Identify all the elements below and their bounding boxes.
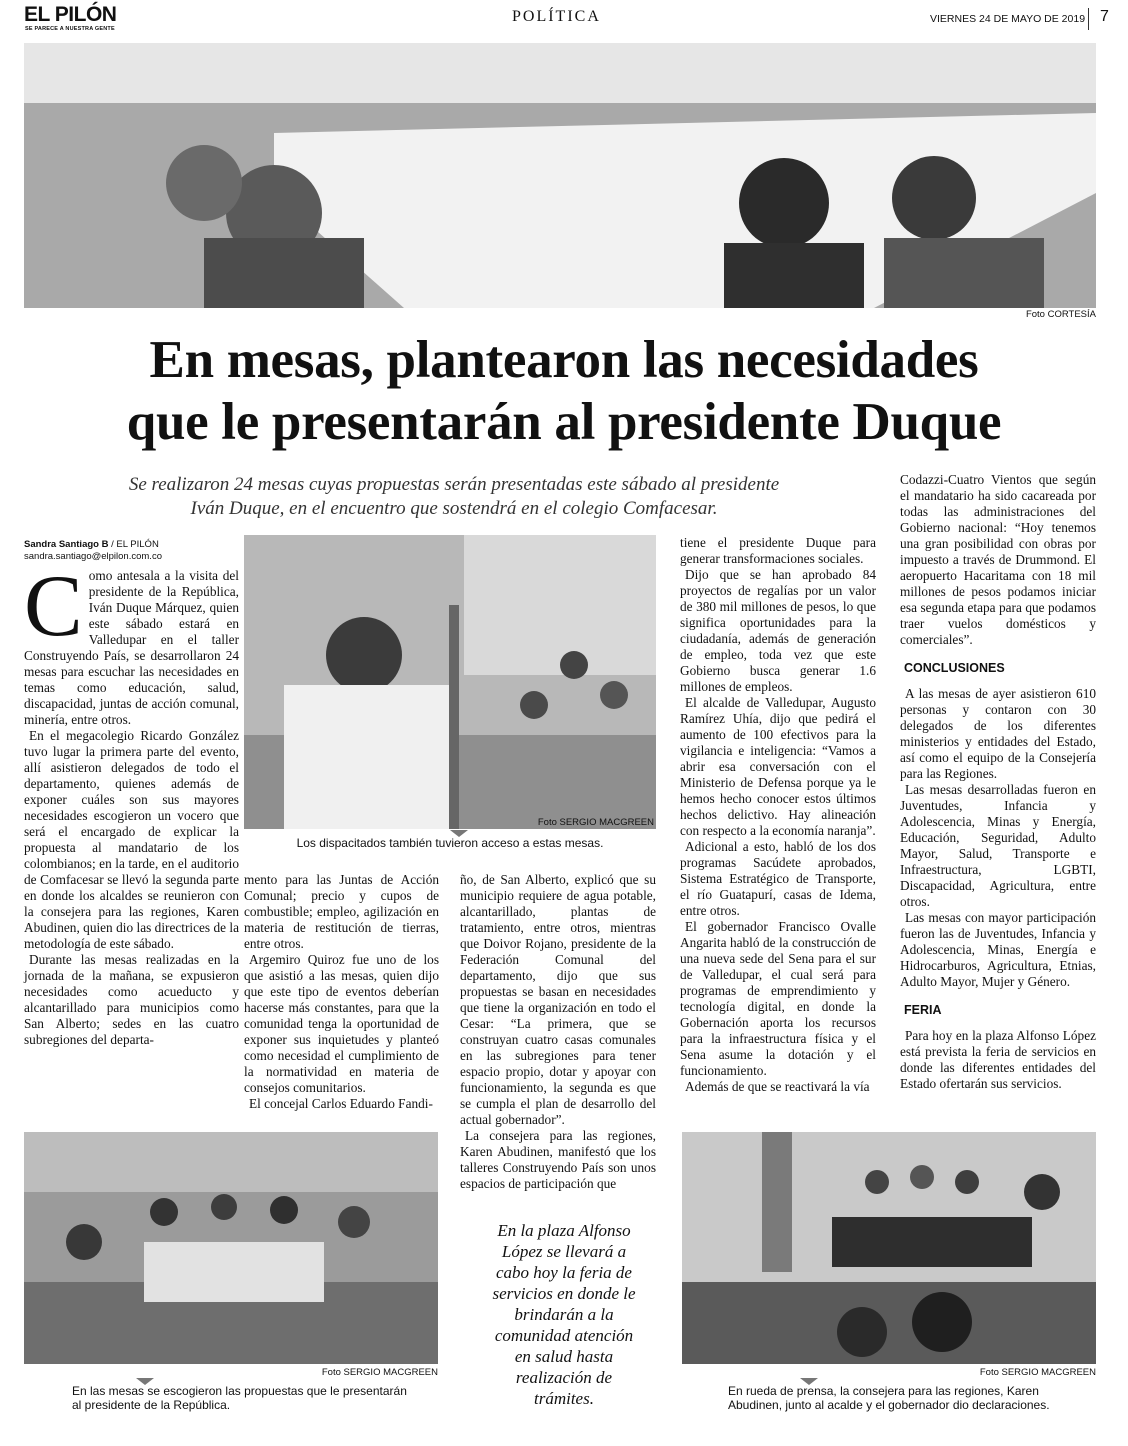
headline-line-2: que le presentarán al presidente Duque [126,393,1002,451]
center-photo-credit: Foto SERGIO MACGREEN [537,817,654,828]
paragraph: Para hoy en la plaza Alfonso López está prevista la feria de servicios en donde las diferentes entidades del Estado ofertarán sus servicios. [900,1028,1096,1091]
paragraph: Durante las mesas realizadas en la jornada de la mañana, se expusieron necesidades como acueducto y alcantarillado para municipios como San Alberto; sedes en las cuatro subregiones del departa- [24,952,239,1047]
paragraph: El concejal Carlos Eduardo Fandi- [249,1096,433,1111]
paragraph: ño, de San Alberto, explicó que su municipio requiere de agua potable, alcantarillado, plantas de tratamiento, entre otros, mientras que Doivor Rojano, presidente de la Federación Comunal del departamento, dijo que sus propuestas se basan en necesidades que tiene la organización en todo el Cesar: “La primera, que se construyan cuatro casas comunales en las subregiones para tener espacio propio, dotar y apoyar con funcionamiento, la segunda es que se cumpla el plan de desarrollo del actual gobernador”. [460,872,656,1127]
bottom-left-photo [24,1132,438,1364]
article-column-2 [244,872,439,1112]
masthead [24,3,1109,34]
article-column-1 [24,558,239,1048]
center-photo [244,535,656,829]
subheading-conclusiones: CONCLUSIONES [904,661,1005,675]
deck-line-2: Iván Duque, en el encuentro que sostendrá en el colegio Comfacesar. [190,498,718,519]
section-label: POLÍTICA [512,8,601,25]
paragraph: El gobernador Francisco Ovalle Angarita habló de la construcción de una nueva sede del Sena para el sur de Valledupar, el cual será para programas de emprendimiento y tecnología digital, en donde la Gobernación aporta los recursos para la infraestructura física y el Sena asume la dotación y el funcionamiento. [680,919,876,1078]
top-photo [24,43,1096,308]
bottom-right-photo-credit: Foto SERGIO MACGREEN [979,1367,1096,1378]
paragraph: omo antesala a la visita del presidente de la República, Iván Duque Márquez, quien este sábado estará en Valledupar en el taller Construyendo País, se desarrollaron 24 mesas para escuchar las necesidades en temas como educación, salud, discapacidad, juntas de acción comunal, minería, entre otros. [24,568,239,727]
bottom-left-photo-credit: Foto SERGIO MACGREEN [321,1367,438,1378]
date-divider [1088,8,1089,30]
paragraph: tiene el presidente Duque para generar transformaciones sociales. [680,535,876,566]
center-photo-caption: Los dispacitados también tuvieron acceso a estas mesas. [296,836,604,850]
article-column-5 [900,472,1096,1092]
drop-cap: C [24,558,83,655]
bottom-right-photo [682,1132,1096,1364]
paragraph: mento para las Juntas de Acción Comunal; precio y cupos de combustible; empleo, agilización en materia de restitución de tierras, entre otros. [244,872,439,951]
headline-line-1: En mesas, plantearon las necesidades [149,331,979,389]
paragraph: El alcalde de Valledupar, Augusto Ramírez Uhía, dijo que pedirá el aumento de 100 efectivos para la vigilancia e inteligencia: “Vamos a abrir esa conversación con el Ministerio de Defensa porque ya le hemos hecho conocer estos últimos hechos delictivo. Hay alineación con respecto a la economía naranja”. [680,695,876,838]
top-photo-credit: Foto CORTESÍA [1025,309,1096,320]
paragraph: Adicional a esto, habló de los dos programas Sacúdete aprobados, Sistema Estratégico de Transporte, el río Guatapurí, casas de Idema, entre otros. [680,839,876,918]
paragraph: Codazzi-Cuatro Vientos que según el mandatario ha sido cacareada por todas las administraciones del Gobierno nacional: “Hoy tenemos una gran posibilidad con obras por impuesto a través de Drummond. El aeropuerto Hacaritama con 18 mil millones de pesos podamos iniciar esa segunda etapa para que podamos traer vuelos domésticos y comerciales”. [900,472,1096,647]
paragraph: Argemiro Quiroz fue uno de los que asistió a las mesas, quien dijo que este tipo de eventos deberían hacerse más constantes, para que la comunidad tenga la oportunidad de exponer sus inquietudes y planteó como necesidad el cumplimiento de la normatividad en materia de consejos comunitarios. [244,952,439,1095]
page-number: 7 [1100,8,1109,25]
logo: EL PILÓN [24,3,117,26]
paragraph: La consejera para las regiones, Karen Abudinen, manifestó que los talleres Construyendo País son unos espacios de participación que [460,1128,656,1191]
bottom-right-photo-caption: En rueda de prensa, la consejera para las regiones, Karen Abudinen, junto al acalde y el gobernador dio declaraciones. [728,1384,1050,1412]
article-column-4 [680,535,876,1095]
bottom-left-photo-caption: En las mesas se escogieron las propuestas que le presentarán al presidente de la República. [72,1384,407,1412]
paragraph: Las mesas desarrolladas fueron en Juventudes, Infancia y Adolescencia, Minas y Energía, Educación, Seguridad, Adulto Mayor, Salud, Transporte e Infraestructura, LGBTI, Discapacidad, Agricultura, entre otros. [900,782,1096,909]
paragraph: Dijo que se han aprobado 84 proyectos de regalías por un valor de 380 mil millones de pesos, lo que significa oportunidades para la ciudadanía, además de generación de empleo, toda vez que este Gobierno busca generar 1.6 millones de empleos. [680,567,876,694]
issue-date: VIERNES 24 DE MAYO DE 2019 [930,13,1086,25]
paragraph: Además de que se reactivará la vía [685,1079,870,1094]
paragraph: Las mesas con mayor participación fueron las de Juventudes, Infancia y Adolescencia, Minas, Energía e Hidrocarburos, Agricultura, Etnias, Adulto Mayor, Mujer y Género. [900,910,1096,989]
headline [24,329,1104,453]
byline: Sandra Santiago B / EL PILÓN sandra.santiago@elpilon.com.co [24,539,239,563]
article-column-3 [460,872,656,1192]
paragraph: En el megacolegio Ricardo González tuvo lugar la primera parte del evento, allí asistieron delegados de todo el departamento, quienes además de exponer cuáles son sus mayores necesidades escogieron un vocero que será el encargado de explicar la propuesta al mandatario de los colombianos; en la tarde, en el auditorio de Comfacesar se llevó la segunda parte en donde los alcaldes se reunieron con la consejera para las regiones, Karen Abudinen, quien dio las directrices de la metodología de este sábado. [24,728,239,951]
deck [24,473,884,521]
logo-tagline: SE PARECE A NUESTRA GENTE [25,26,115,32]
byline-author: Sandra Santiago B [24,539,109,550]
pull-quote: En la plaza Alfonso López se llevará a cabo hoy la feria de servicios en donde le brindarán a la comunidad atención en salud hasta realización de trámites. [492,1221,636,1408]
deck-line-1: Se realizaron 24 mesas cuyas propuestas serán presentadas este sábado al presidente [128,474,780,495]
byline-email: sandra.santiago@elpilon.com.co [24,551,162,562]
byline-outlet: EL PILÓN [116,539,159,550]
subheading-feria: FERIA [904,1003,942,1017]
paragraph: A las mesas de ayer asistieron 610 personas y contaron con 30 delegados de los diferentes ministerios y entidades del Estado, así como el equipo de la Consejería para las Regiones. [900,686,1096,781]
